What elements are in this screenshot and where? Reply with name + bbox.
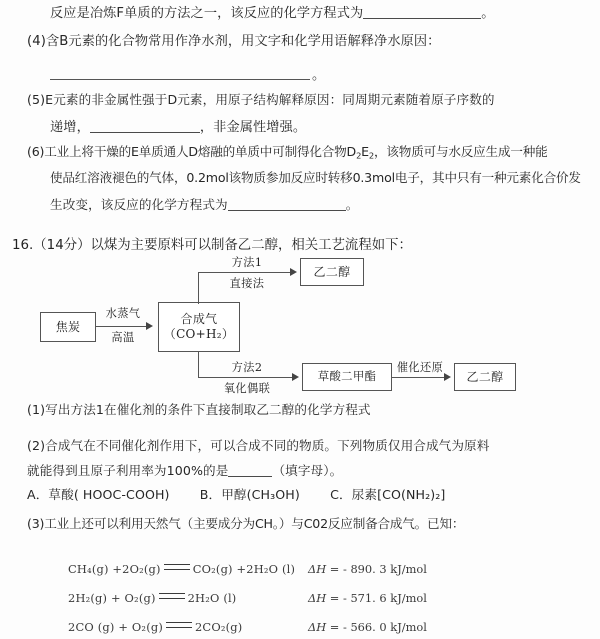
edge-label-catalytic-reduction-text: 催化还原: [396, 361, 444, 374]
q16-item-3-label: (3): [27, 516, 45, 531]
thermo-delta-h-2: [308, 591, 427, 605]
item-6-line-1-a: 工业上将干燥的E单质通人D熔融的单质中可制得化合物D: [44, 144, 357, 159]
option-c[interactable]: [330, 487, 445, 502]
item-6-sub-2: 2: [368, 150, 375, 161]
edge-label-method2-bottom: 氧化偶联: [223, 382, 271, 395]
item-6-line-3-period: 。: [345, 197, 359, 212]
flow-node-dmo: [302, 363, 392, 391]
item-5-text: E元素的非金属性强于D元素，用原子结构解释原因：同周期元素随着原子序数的: [45, 92, 495, 107]
arrowhead-coke-to-syngas: [146, 322, 153, 330]
flow-node-eg-bottom-label: 乙二醇: [466, 369, 504, 384]
thermo-delta-h-1-value: - 890. 3 kJ/mol: [342, 562, 427, 576]
flow-node-dmo-label: 草酸二甲酯: [317, 369, 377, 384]
double-bond-line-3: [166, 622, 192, 628]
question-16-heading: [12, 234, 412, 253]
item-4-text: 含B元素的化合物常用作净水剂，用文字和化学用语解释净水原因：: [45, 34, 441, 49]
flow-node-coke: [40, 312, 96, 342]
item-5-label: (5): [27, 92, 46, 107]
edge-label-catalytic-reduction: [392, 360, 448, 375]
thermo-delta-h-1-symbol: ΔH: [308, 562, 327, 576]
fill-blank-5[interactable]: [228, 464, 272, 477]
edge-method2: [198, 377, 294, 378]
item-4-label: (4): [27, 34, 46, 49]
q16-item-3-text: 工业上还可以利用天然气（主要成分为CH。）与C02反应制备合成气。已知：: [44, 516, 465, 531]
option-b-name: 甲醇: [221, 487, 247, 502]
arrowhead-method2: [292, 373, 299, 381]
thermo-equation-1-left: CH₄(g) +2O₂(g): [68, 562, 161, 576]
thermo-delta-h-3-eq: =: [329, 620, 340, 634]
edge-label-steam: [94, 306, 152, 321]
item-6-label: (6): [27, 144, 45, 159]
item-6-line-3: [50, 198, 358, 212]
option-c-key: C．: [330, 487, 352, 502]
carryover-line-1-text: 反应是冶炼F单质的方法之一，该反应的化学方程式为: [50, 6, 364, 21]
q16-item-2-line-1-text: 合成气在不同催化剂作用下，可以合成不同的物质。下列物质仅用合成气为原料: [45, 438, 490, 453]
fill-blank-1[interactable]: [363, 6, 481, 19]
edge-label-method1-top: 方法1: [231, 256, 263, 269]
flow-node-coke-label: 焦炭: [55, 319, 81, 334]
q16-item-1: [27, 404, 371, 417]
edge-label-high-temp: [94, 330, 152, 345]
thermo-equation-2-right: 2H₂O (l): [187, 591, 237, 605]
q16-item-2-line-1: [27, 440, 489, 453]
flow-node-syngas-label-1: 合成气: [180, 312, 218, 327]
item-5-line-2-suffix: ，非金属性增强。: [199, 120, 307, 135]
option-a-key: A．: [27, 487, 49, 502]
fill-blank-4[interactable]: [228, 198, 346, 211]
item-6-line-3-prefix: 生改变，该反应的化学方程式为: [50, 197, 228, 212]
option-a[interactable]: [27, 487, 170, 502]
arrowhead-method1: [290, 268, 297, 276]
edge-label-steam-bottom: 高温: [111, 331, 135, 344]
double-bond-line-2: [159, 593, 185, 599]
thermo-delta-h-2-symbol: ΔH: [308, 591, 327, 605]
flow-node-syngas: [158, 302, 240, 352]
q16-item-2-line-2: [27, 464, 342, 478]
edge-syngas-down: [198, 352, 199, 378]
option-b-key: B．: [199, 487, 222, 502]
q16-item-2-label: (2): [27, 438, 46, 453]
carryover-line-1: [50, 6, 495, 20]
fill-blank-3[interactable]: [90, 120, 200, 133]
fill-blank-2[interactable]: [50, 79, 310, 80]
thermo-equation-1: [68, 562, 295, 576]
item-4: [27, 35, 440, 48]
edge-label-steam-top: 水蒸气: [105, 307, 141, 320]
double-bond-line-1: [164, 564, 190, 570]
item-6-line-1-b: E: [361, 144, 369, 159]
q16-item-2-line-2-suffix: （填字母）。: [272, 463, 343, 478]
q16-item-2-options: [27, 489, 445, 502]
question-16-stem: 以煤为主要原料可以制备乙二醇，相关工艺流程如下：: [90, 238, 412, 253]
edge-label-method2: [216, 360, 278, 375]
edge-syngas-up: [198, 272, 199, 304]
thermo-delta-h-3-value: - 566. 0 kJ/mol: [342, 620, 427, 634]
thermo-delta-h-1: [308, 562, 427, 576]
flow-node-syngas-label-2: （CO+H₂）: [163, 327, 235, 341]
option-c-formula: [CO(NH₂)₂]: [377, 487, 446, 502]
q16-item-1-text: 写出方法1在催化剂的条件下直接制取乙二醇的化学方程式: [45, 402, 371, 417]
thermo-equation-1-right: CO₂(g) +2H₂O (l): [192, 562, 296, 576]
item-6-sub-1: 2: [356, 150, 362, 161]
option-a-name: 草酸: [48, 487, 74, 502]
edge-label-oxidative-coupling: [212, 381, 282, 396]
item-5: [27, 94, 495, 107]
edge-label-method1: [218, 255, 276, 270]
thermo-equation-3: [68, 620, 242, 634]
edge-catalytic-reduction: [392, 377, 446, 378]
edge-coke-to-syngas: [96, 326, 148, 327]
carryover-line-1-period: 。: [481, 6, 495, 21]
q16-item-2-line-2-prefix: 就能得到且原子利用率为100%的是: [27, 463, 229, 478]
question-16-score: （14分）: [33, 238, 91, 253]
edge-method1: [198, 272, 292, 273]
option-b-formula: (CH₃OH): [246, 487, 300, 502]
edge-label-direct: [218, 276, 276, 291]
q16-item-3: [27, 518, 464, 531]
flow-node-eg-top: [300, 258, 364, 286]
thermo-equation-3-right: 2CO₂(g): [194, 620, 243, 634]
edge-label-method2-top: 方法2: [231, 361, 263, 374]
item-5-line-2: [50, 120, 306, 134]
item-6-line-2: 使品红溶液褪色的气体，0.2mol该物质参加反应时转移0.3mol电子，其中只有一种元素化合价发: [50, 170, 581, 185]
item-4-answer-period: 。: [312, 68, 326, 83]
thermo-equation-2-left: 2H₂(g) + O₂(g): [68, 591, 156, 605]
item-6-line-1-c: ，该物质可与水反应生成一种能: [374, 144, 548, 159]
item-6-line-1: [27, 146, 548, 160]
thermo-delta-h-1-eq: =: [329, 562, 340, 576]
option-a-formula: ( HOOC-COOH): [73, 487, 170, 502]
thermo-equation-3-left: 2CO (g) + O₂(g): [68, 620, 163, 634]
thermo-delta-h-3-symbol: ΔH: [308, 620, 327, 634]
thermo-delta-h-2-eq: =: [329, 591, 340, 605]
q16-item-1-label: (1): [27, 402, 46, 417]
flow-node-eg-top-label: 乙二醇: [313, 264, 351, 279]
flow-node-eg-bottom: [454, 363, 516, 391]
option-c-name: 尿素: [351, 487, 378, 502]
process-flowchart: [0, 258, 600, 398]
edge-label-method1-bottom: 直接法: [229, 277, 265, 290]
thermo-delta-h-3: [308, 620, 427, 634]
item-5-line-2-prefix: 递增，: [50, 120, 90, 135]
thermo-delta-h-2-value: - 571. 6 kJ/mol: [342, 591, 427, 605]
option-b[interactable]: [200, 487, 300, 502]
question-16-number: 16.: [12, 238, 34, 253]
thermo-equation-2: [68, 591, 236, 605]
